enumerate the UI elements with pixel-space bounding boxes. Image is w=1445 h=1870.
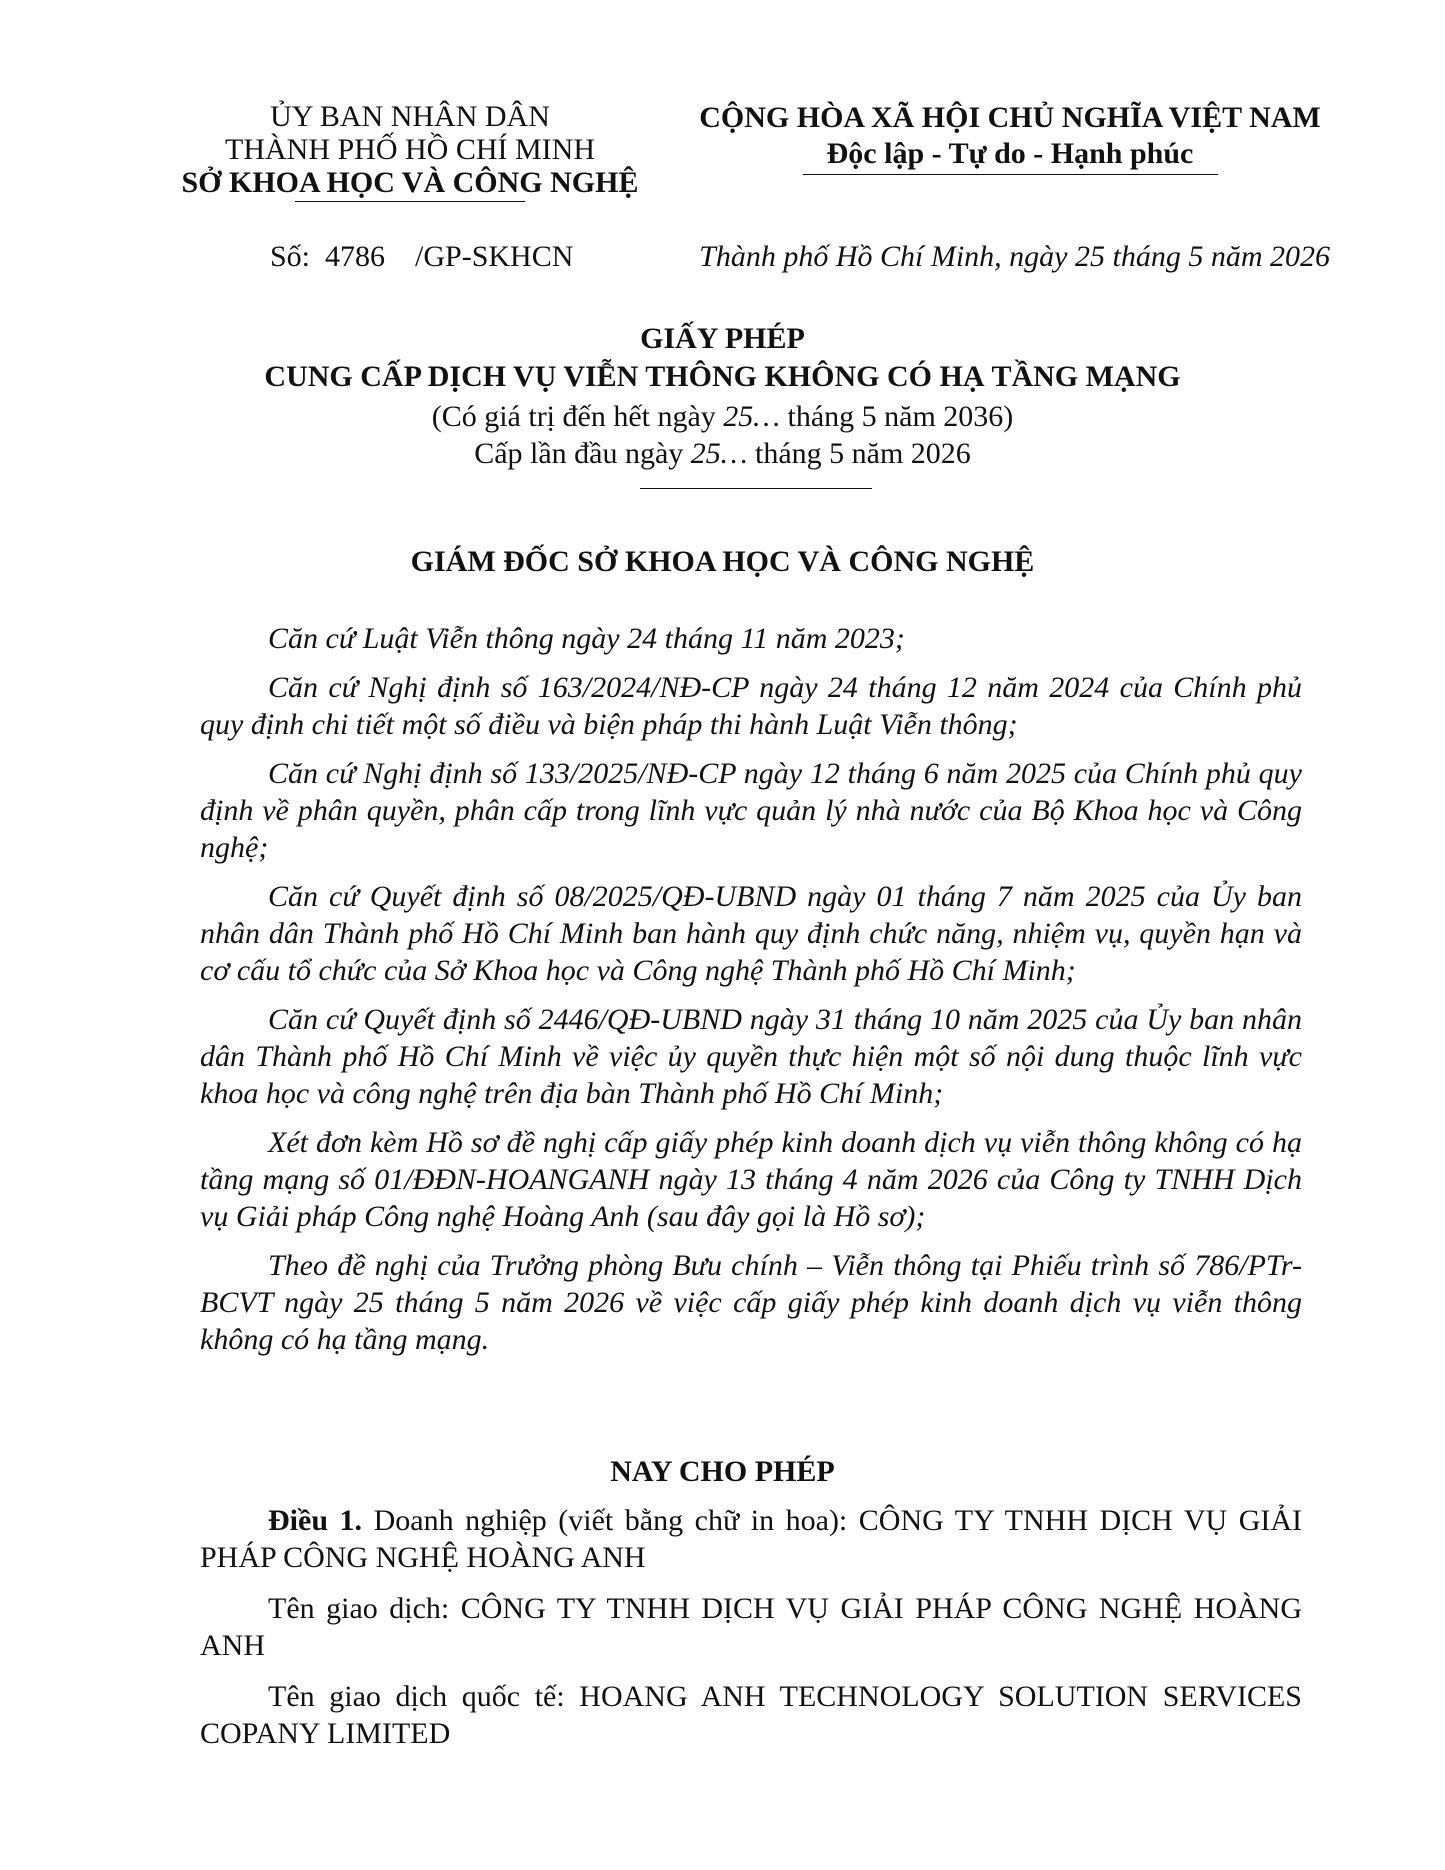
- article-1-label: Điều 1.: [268, 1504, 363, 1537]
- document-date: Thành phố Hồ Chí Minh, ngày 25 tháng 5 năm 2026: [699, 240, 1330, 273]
- agency-line-3: SỞ KHOA HỌC VÀ CÔNG NGHỆ: [181, 166, 639, 199]
- issuing-agency-block: [170, 100, 650, 202]
- intl-trade-name: Tên giao dịch quốc tế: HOANG ANH TECHNOLOGY SOLUTION SERVICES COPANY LIMITED: [200, 1680, 1302, 1750]
- recital: Căn cứ Luật Viễn thông ngày 24 tháng 11 năm 2023;: [268, 622, 905, 655]
- article-1-paragraph: [200, 1502, 1302, 1576]
- document-number: [270, 240, 573, 274]
- doc-number-prefix: Số:: [270, 240, 311, 273]
- recital: Theo đề nghị của Trưởng phòng Bưu chính – Viễn thông tại Phiếu trình số 786/PTr-BCVT ngày 25 tháng 5 năm 2026 về việc cấp giấy phép kinh doanh dịch vụ viễn thông không có hạ tầng mạng.: [200, 1249, 1302, 1356]
- motto: Độc lập - Tự do - Hạnh phúc: [826, 137, 1194, 170]
- recital: Xét đơn kèm Hồ sơ đề nghị cấp giấy phép kinh doanh dịch vụ viễn thông không có hạ tầng mạng số 01/ĐĐN-HOANGANH ngày 13 tháng 4 năm 2026 của Công ty TNHH Dịch vụ Giải pháp Công nghệ Hoàng Anh (sau đây gọi là Hồ sơ);: [200, 1126, 1302, 1233]
- agency-line-1: ỦY BAN NHÂN DÂN: [270, 100, 550, 133]
- validity-suffix: tháng 5 năm 2036): [787, 400, 1014, 433]
- validity-day: 25…: [723, 400, 780, 433]
- national-motto-block: [680, 100, 1340, 175]
- motto-underline: [803, 174, 1218, 175]
- recital: Căn cứ Quyết định số 2446/QĐ-UBND ngày 31 tháng 10 năm 2025 của Ủy ban nhân dân Thành phố Hồ Chí Minh về việc ủy quyền thực hiện một số nội dung thuộc lĩnh vực khoa học và công nghệ trên địa bàn Thành phố Hồ Chí Minh;: [200, 1003, 1302, 1110]
- recitals: [200, 620, 1302, 1358]
- recital: Căn cứ Nghị định số 163/2024/NĐ-CP ngày 24 tháng 12 năm 2024 của Chính phủ quy định chi tiết một số điều và biện pháp thi hành Luật Viễn thông;: [200, 671, 1302, 741]
- recital: Căn cứ Nghị định số 133/2025/NĐ-CP ngày 12 tháng 6 năm 2025 của Chính phủ quy định về phân quyền, phân cấp trong lĩnh vực quản lý nhà nước của Bộ Khoa học và Công nghệ;: [200, 757, 1302, 864]
- section-heading: NAY CHO PHÉP: [610, 1455, 835, 1488]
- doc-number-suffix: /GP-SKHCN: [415, 240, 574, 273]
- agency-underline: [295, 201, 525, 202]
- country-name: CỘNG HÒA XÃ HỘI CHỦ NGHĨA VIỆT NAM: [699, 101, 1321, 134]
- doc-number-value: 4786: [325, 240, 386, 273]
- validity-line: [0, 400, 1445, 434]
- issue-suffix: tháng 5 năm 2026: [754, 437, 971, 470]
- validity-prefix: (Có giá trị đến hết ngày: [431, 400, 716, 433]
- agency-line-2: THÀNH PHỐ HỒ CHÍ MINH: [225, 133, 595, 166]
- issue-prefix: Cấp lần đầu ngày: [474, 437, 684, 470]
- trade-name: Tên giao dịch: CÔNG TY TNHH DỊCH VỤ GIẢI PHÁP CÔNG NGHỆ HOÀNG ANH: [200, 1592, 1302, 1662]
- title-divider: [640, 488, 872, 489]
- article-1-text: Doanh nghiệp (viết bằng chữ in hoa): CÔNG TY TNHH DỊCH VỤ GIẢI PHÁP CÔNG NGHỆ HOÀNG ANH: [200, 1504, 1303, 1574]
- issue-day: 25…: [690, 437, 748, 470]
- article-1: [200, 1502, 1302, 1752]
- doc-subtitle: CUNG CẤP DỊCH VỤ VIỄN THÔNG KHÔNG CÓ HẠ TẦNG MẠNG: [264, 360, 1181, 393]
- recital: Căn cứ Quyết định số 08/2025/QĐ-UBND ngày 01 tháng 7 năm 2025 của Ủy ban nhân dân Thành phố Hồ Chí Minh ban hành quy định chức năng, nhiệm vụ, quyền hạn và cơ cấu tổ chức của Sở Khoa học và Công nghệ Thành phố Hồ Chí Minh;: [200, 880, 1302, 987]
- doc-title: GIẤY PHÉP: [640, 322, 805, 355]
- authority-heading: GIÁM ĐỐC SỞ KHOA HỌC VÀ CÔNG NGHỆ: [410, 545, 1035, 578]
- issue-line: [0, 437, 1445, 471]
